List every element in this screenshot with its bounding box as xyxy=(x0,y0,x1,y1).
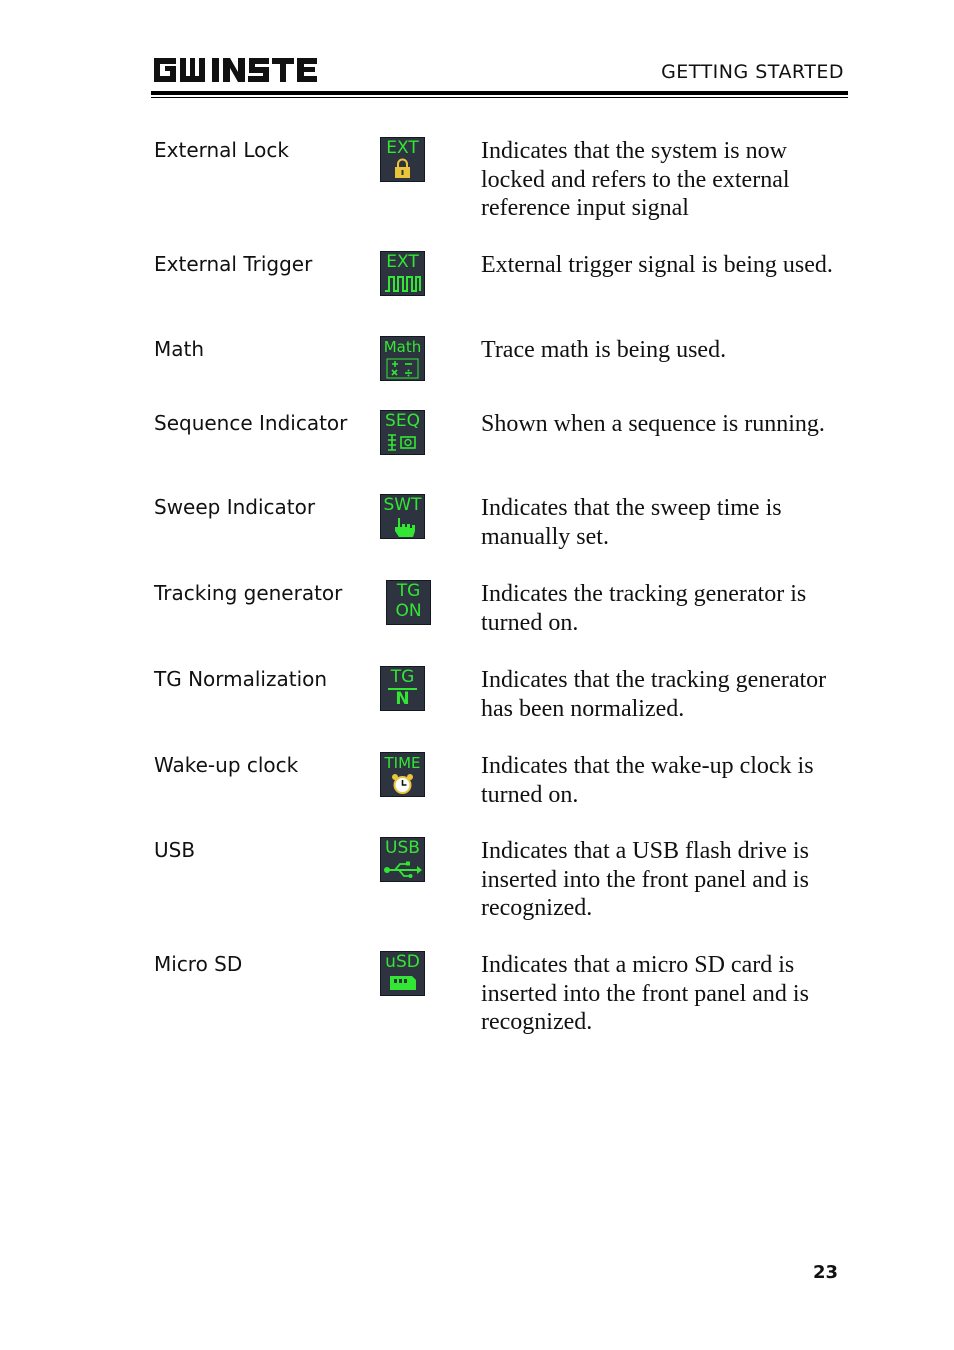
padlock-icon xyxy=(381,158,424,181)
icon-caption: TG xyxy=(390,667,415,687)
icon-caption-secondary: N xyxy=(395,689,410,709)
row-description: Indicates that the sweep time is manually set. xyxy=(481,495,782,550)
row-label: USB xyxy=(154,838,196,862)
math-operators-icon xyxy=(381,357,424,380)
gw-instek-logo xyxy=(152,54,324,86)
icon-caption: USB xyxy=(385,838,420,858)
row-description: Indicates that the wake-up clock is turned on. xyxy=(481,753,814,808)
row-description: Shown when a sequence is running. xyxy=(481,411,825,437)
row-label: Sequence Indicator xyxy=(154,411,348,435)
wake-up-clock-status-icon xyxy=(380,752,425,797)
icon-caption: EXT xyxy=(386,138,419,158)
row-label: External Trigger xyxy=(154,252,313,276)
sd-card-icon xyxy=(381,972,424,995)
external-lock-status-icon xyxy=(380,137,425,182)
sequence-icon xyxy=(381,431,424,454)
icon-caption: TG xyxy=(396,581,421,601)
header-rule xyxy=(151,91,848,95)
micro-sd-status-icon xyxy=(380,951,425,996)
alarm-clock-icon xyxy=(381,773,424,796)
icon-caption: Math xyxy=(383,338,422,356)
pulse-train-icon xyxy=(381,272,424,295)
tracking-generator-status-icon xyxy=(386,580,431,625)
external-trigger-status-icon xyxy=(380,251,425,296)
row-description: Indicates that a USB flash drive is inserted into the front panel and is recognized. xyxy=(481,838,809,921)
section-title: GETTING STARTED xyxy=(661,61,844,83)
icon-caption: SWT xyxy=(383,495,422,515)
row-description: Indicates that the tracking generator has been normalized. xyxy=(481,667,827,722)
sweep-status-icon xyxy=(380,494,425,539)
icon-caption: uSD xyxy=(385,952,420,972)
row-label: TG Normalization xyxy=(154,667,328,691)
sequence-status-icon xyxy=(380,410,425,455)
hand-icon xyxy=(381,515,424,538)
icon-caption-secondary: ON xyxy=(395,601,422,621)
row-label: External Lock xyxy=(154,138,289,162)
header-rule-thin xyxy=(151,97,848,98)
row-description: Indicates the tracking generator is turned on. xyxy=(481,581,807,636)
row-label: Micro SD xyxy=(154,952,243,976)
row-description: Trace math is being used. xyxy=(481,337,727,363)
page-number: 23 xyxy=(813,1262,839,1283)
row-description: Indicates that the system is now locked and refers to the external reference input signal xyxy=(481,138,790,221)
usb-symbol-icon xyxy=(381,858,424,881)
row-label: Tracking generator xyxy=(154,581,343,605)
icon-caption: TIME xyxy=(384,754,421,772)
math-status-icon xyxy=(380,336,425,381)
row-description: Indicates that a micro SD card is inserted into the front panel and is recognized. xyxy=(481,952,809,1035)
usb-status-icon xyxy=(380,837,425,882)
row-description: External trigger signal is being used. xyxy=(481,252,833,278)
row-label: Sweep Indicator xyxy=(154,495,316,519)
row-label: Wake-up clock xyxy=(154,753,299,777)
icon-caption: EXT xyxy=(386,252,419,272)
icon-caption: SEQ xyxy=(385,411,420,431)
tg-normalization-status-icon xyxy=(380,666,425,711)
row-label: Math xyxy=(154,337,205,361)
